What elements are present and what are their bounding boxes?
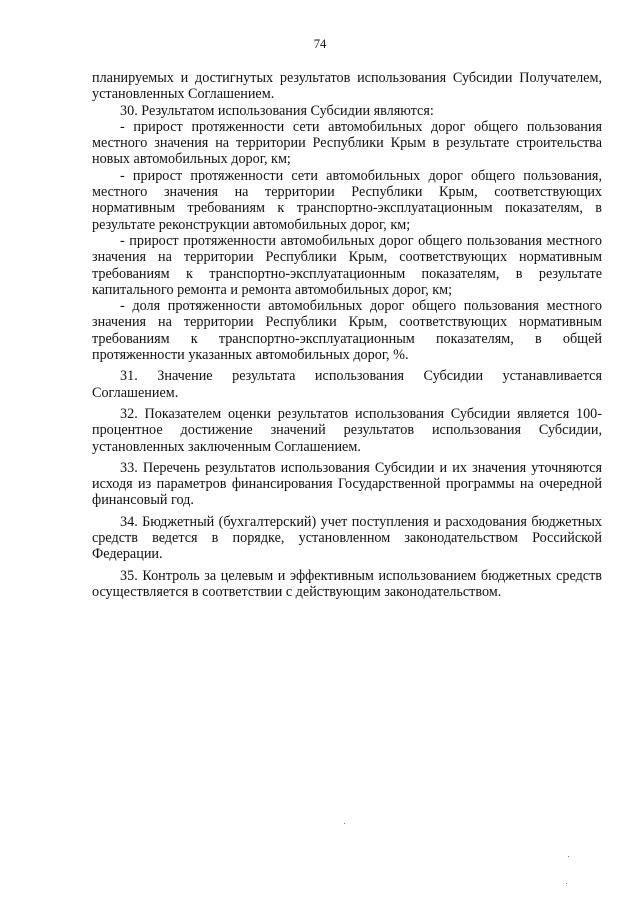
paragraph-continuation: планируемых и достигнутых результатов использования Субсидии Получателем, установленных Соглашением. — [92, 70, 602, 103]
paragraph-30: 30. Результатом использования Субсидии являются: — [120, 102, 434, 119]
paragraph-30-item-1: - прирост протяженности сети автомобильных дорог общего пользования местного значения на территории Республики Крым в результате строительства новых автомобильных дорог, км; — [92, 118, 602, 168]
paragraph-30-item-2: - прирост протяженности сети автомобильных дорог общего пользования, местного значения на территории Республики Крым, соответствующих нормативным требованиям к транспортно-эксплуатационным показателям, в результате реконструкции автомобильных дорог, км; — [92, 167, 602, 233]
document-body — [92, 70, 602, 600]
page-number: 74 — [313, 37, 327, 51]
paragraph-31: 31. Значение результата использования Субсидии устанавливается Соглашением. — [92, 368, 602, 401]
paragraph-34: 34. Бюджетный (бухгалтерский) учет поступления и расходования бюджетных средств ведется в порядке, установленном законодательством Российской Федерации. — [92, 513, 602, 563]
scan-speck — [566, 883, 567, 884]
paragraph-33: 33. Перечень результатов использования Субсидии и их значения уточняются исходя из параметров финансирования Государственной программы на очередной финансовый год. — [92, 459, 602, 509]
paragraph-35: 35. Контроль за целевым и эффективным использованием бюджетных средств осуществляется в соответствии с действующим законодательством. — [92, 567, 602, 600]
paragraph-32: 32. Показателем оценки результатов использования Субсидии является 100-процентное достижение значений результатов использования Субсидии, установленных заключенным Соглашением. — [92, 405, 602, 455]
paragraph-30-item-4: - доля протяженности автомобильных дорог общего пользования местного значения на территории Республики Крым, соответствующих нормативным требованиям к транспортно-эксплуатационным показателям, в общей протяженности указанных автомобильных дорог, %. — [92, 298, 602, 364]
paragraph-30-item-3: - прирост протяженности автомобильных дорог общего пользования местного значения на территории Республики Крым, соответствующих нормативным требованиям к транспортно-эксплуатационным показателям, в результате капитального ремонта и ремонта автомобильных дорог, км; — [92, 232, 602, 298]
scan-speck — [344, 823, 345, 824]
scan-speck — [568, 856, 569, 857]
